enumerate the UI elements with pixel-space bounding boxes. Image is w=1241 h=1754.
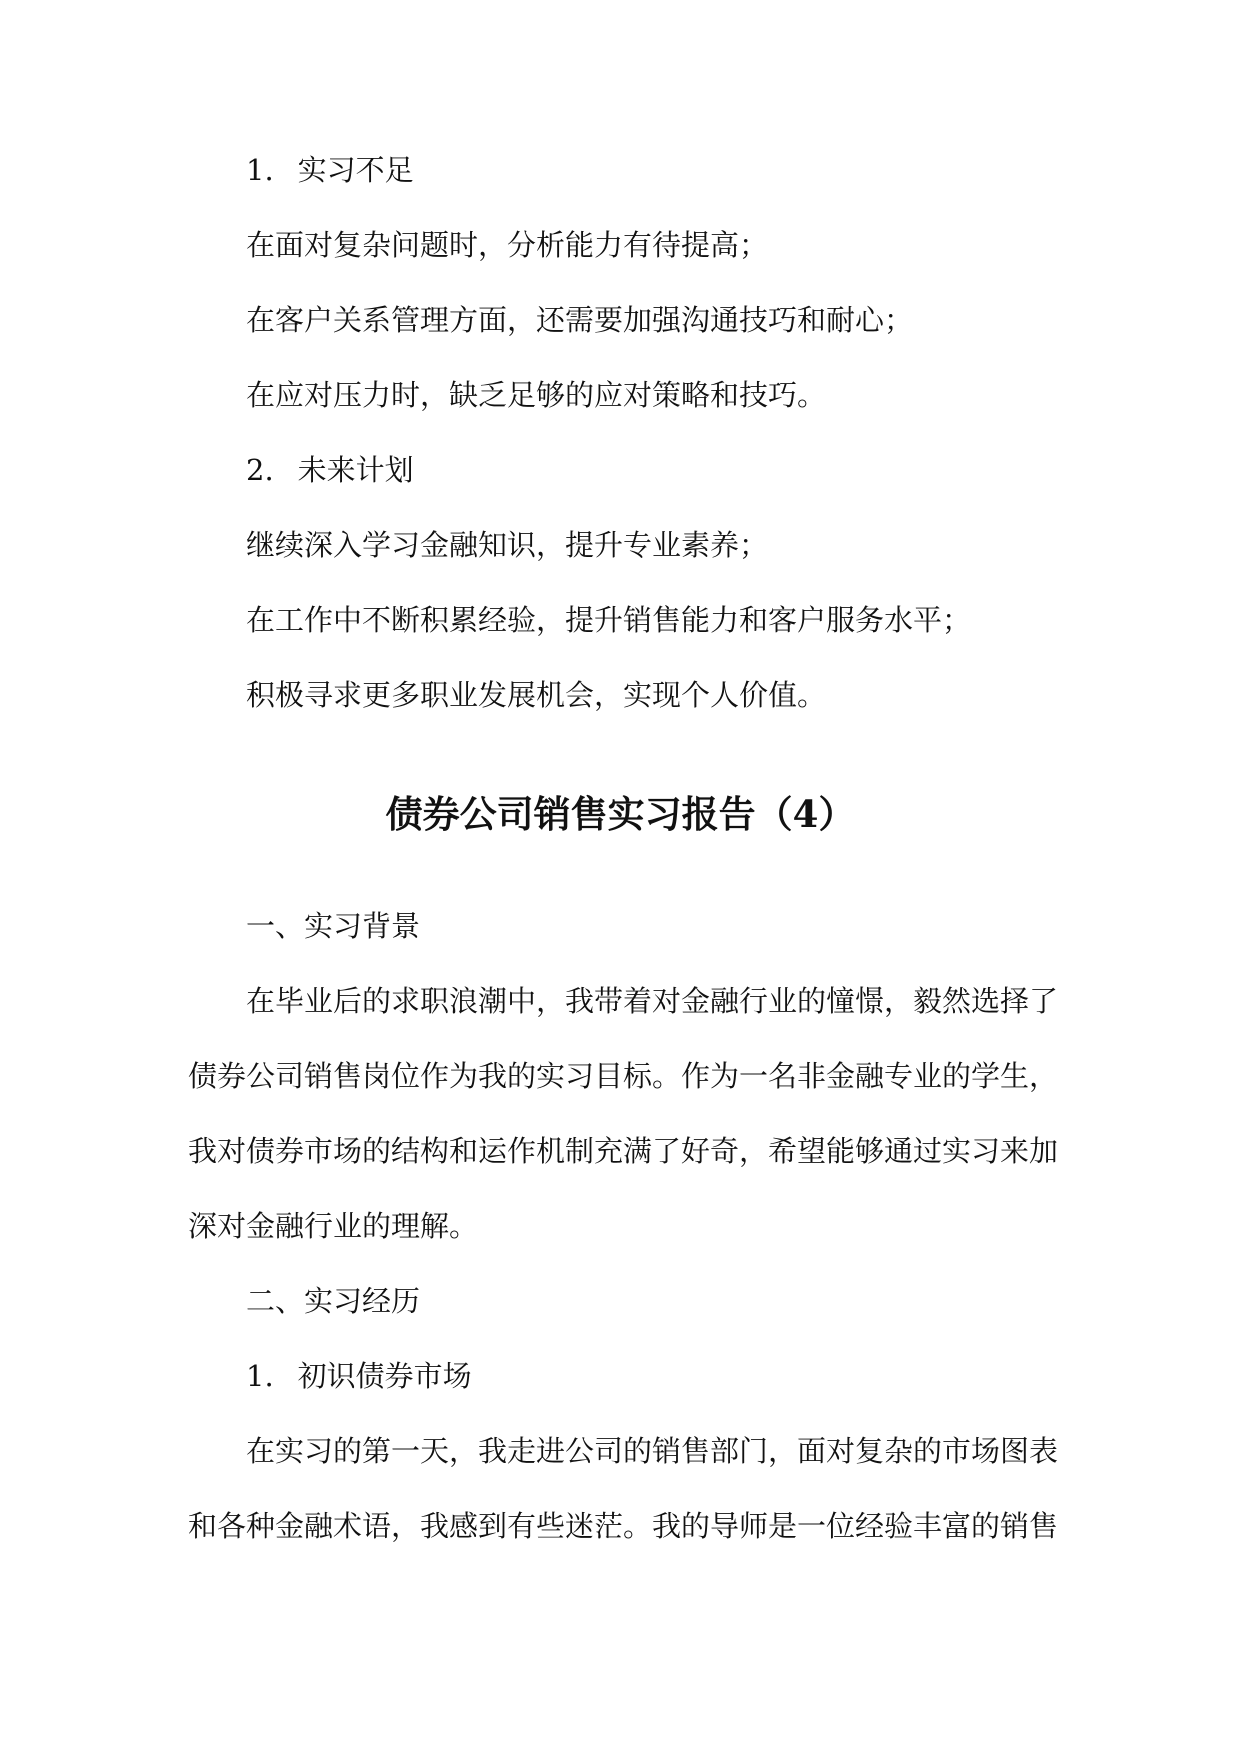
list-number: 1.: [246, 153, 274, 187]
paragraph-line: 继续深入学习金融知识，提升专业素养；: [246, 528, 769, 562]
paragraph-line: 在工作中不断积累经验，提升销售能力和客户服务水平；: [246, 603, 972, 637]
paragraph-line: 积极寻求更多职业发展机会，实现个人价值。: [246, 678, 827, 712]
list-heading-text: 未来计划: [297, 453, 414, 487]
section-heading-experience: 二、实习经历: [246, 1284, 421, 1318]
list-heading-text: 初识债券市场: [297, 1359, 472, 1393]
paragraph-line: 债券公司销售岗位作为我的实习目标。作为一名非金融专业的学生，: [188, 1059, 1059, 1093]
list-heading-bond-market: [246, 1356, 472, 1396]
list-number: 1.: [246, 1359, 274, 1393]
list-heading-text: 实习不足: [297, 153, 414, 187]
paragraph-line: 在客户关系管理方面，还需要加强沟通技巧和耐心；: [246, 303, 914, 337]
paragraph-line: 在毕业后的求职浪潮中，我带着对金融行业的憧憬，毅然选择了: [246, 984, 1059, 1018]
section-heading-background: 一、实习背景: [246, 909, 421, 943]
report-title: 债券公司销售实习报告（4）: [385, 792, 856, 836]
paragraph-line: 我对债券市场的结构和运作机制充满了好奇，希望能够通过实习来加: [188, 1134, 1059, 1168]
list-number: 2.: [246, 453, 274, 487]
paragraph-line: 在面对复杂问题时，分析能力有待提高；: [246, 228, 769, 262]
paragraph-line: 和各种金融术语，我感到有些迷茫。我的导师是一位经验丰富的销售: [188, 1509, 1059, 1543]
paragraph-line: 在应对压力时，缺乏足够的应对策略和技巧。: [246, 378, 827, 412]
paragraph-line: 深对金融行业的理解。: [188, 1209, 479, 1243]
paragraph-line: 在实习的第一天，我走进公司的销售部门，面对复杂的市场图表: [246, 1434, 1059, 1468]
list-heading-future-plan: [246, 450, 414, 490]
list-heading-shortcomings: [246, 150, 414, 190]
